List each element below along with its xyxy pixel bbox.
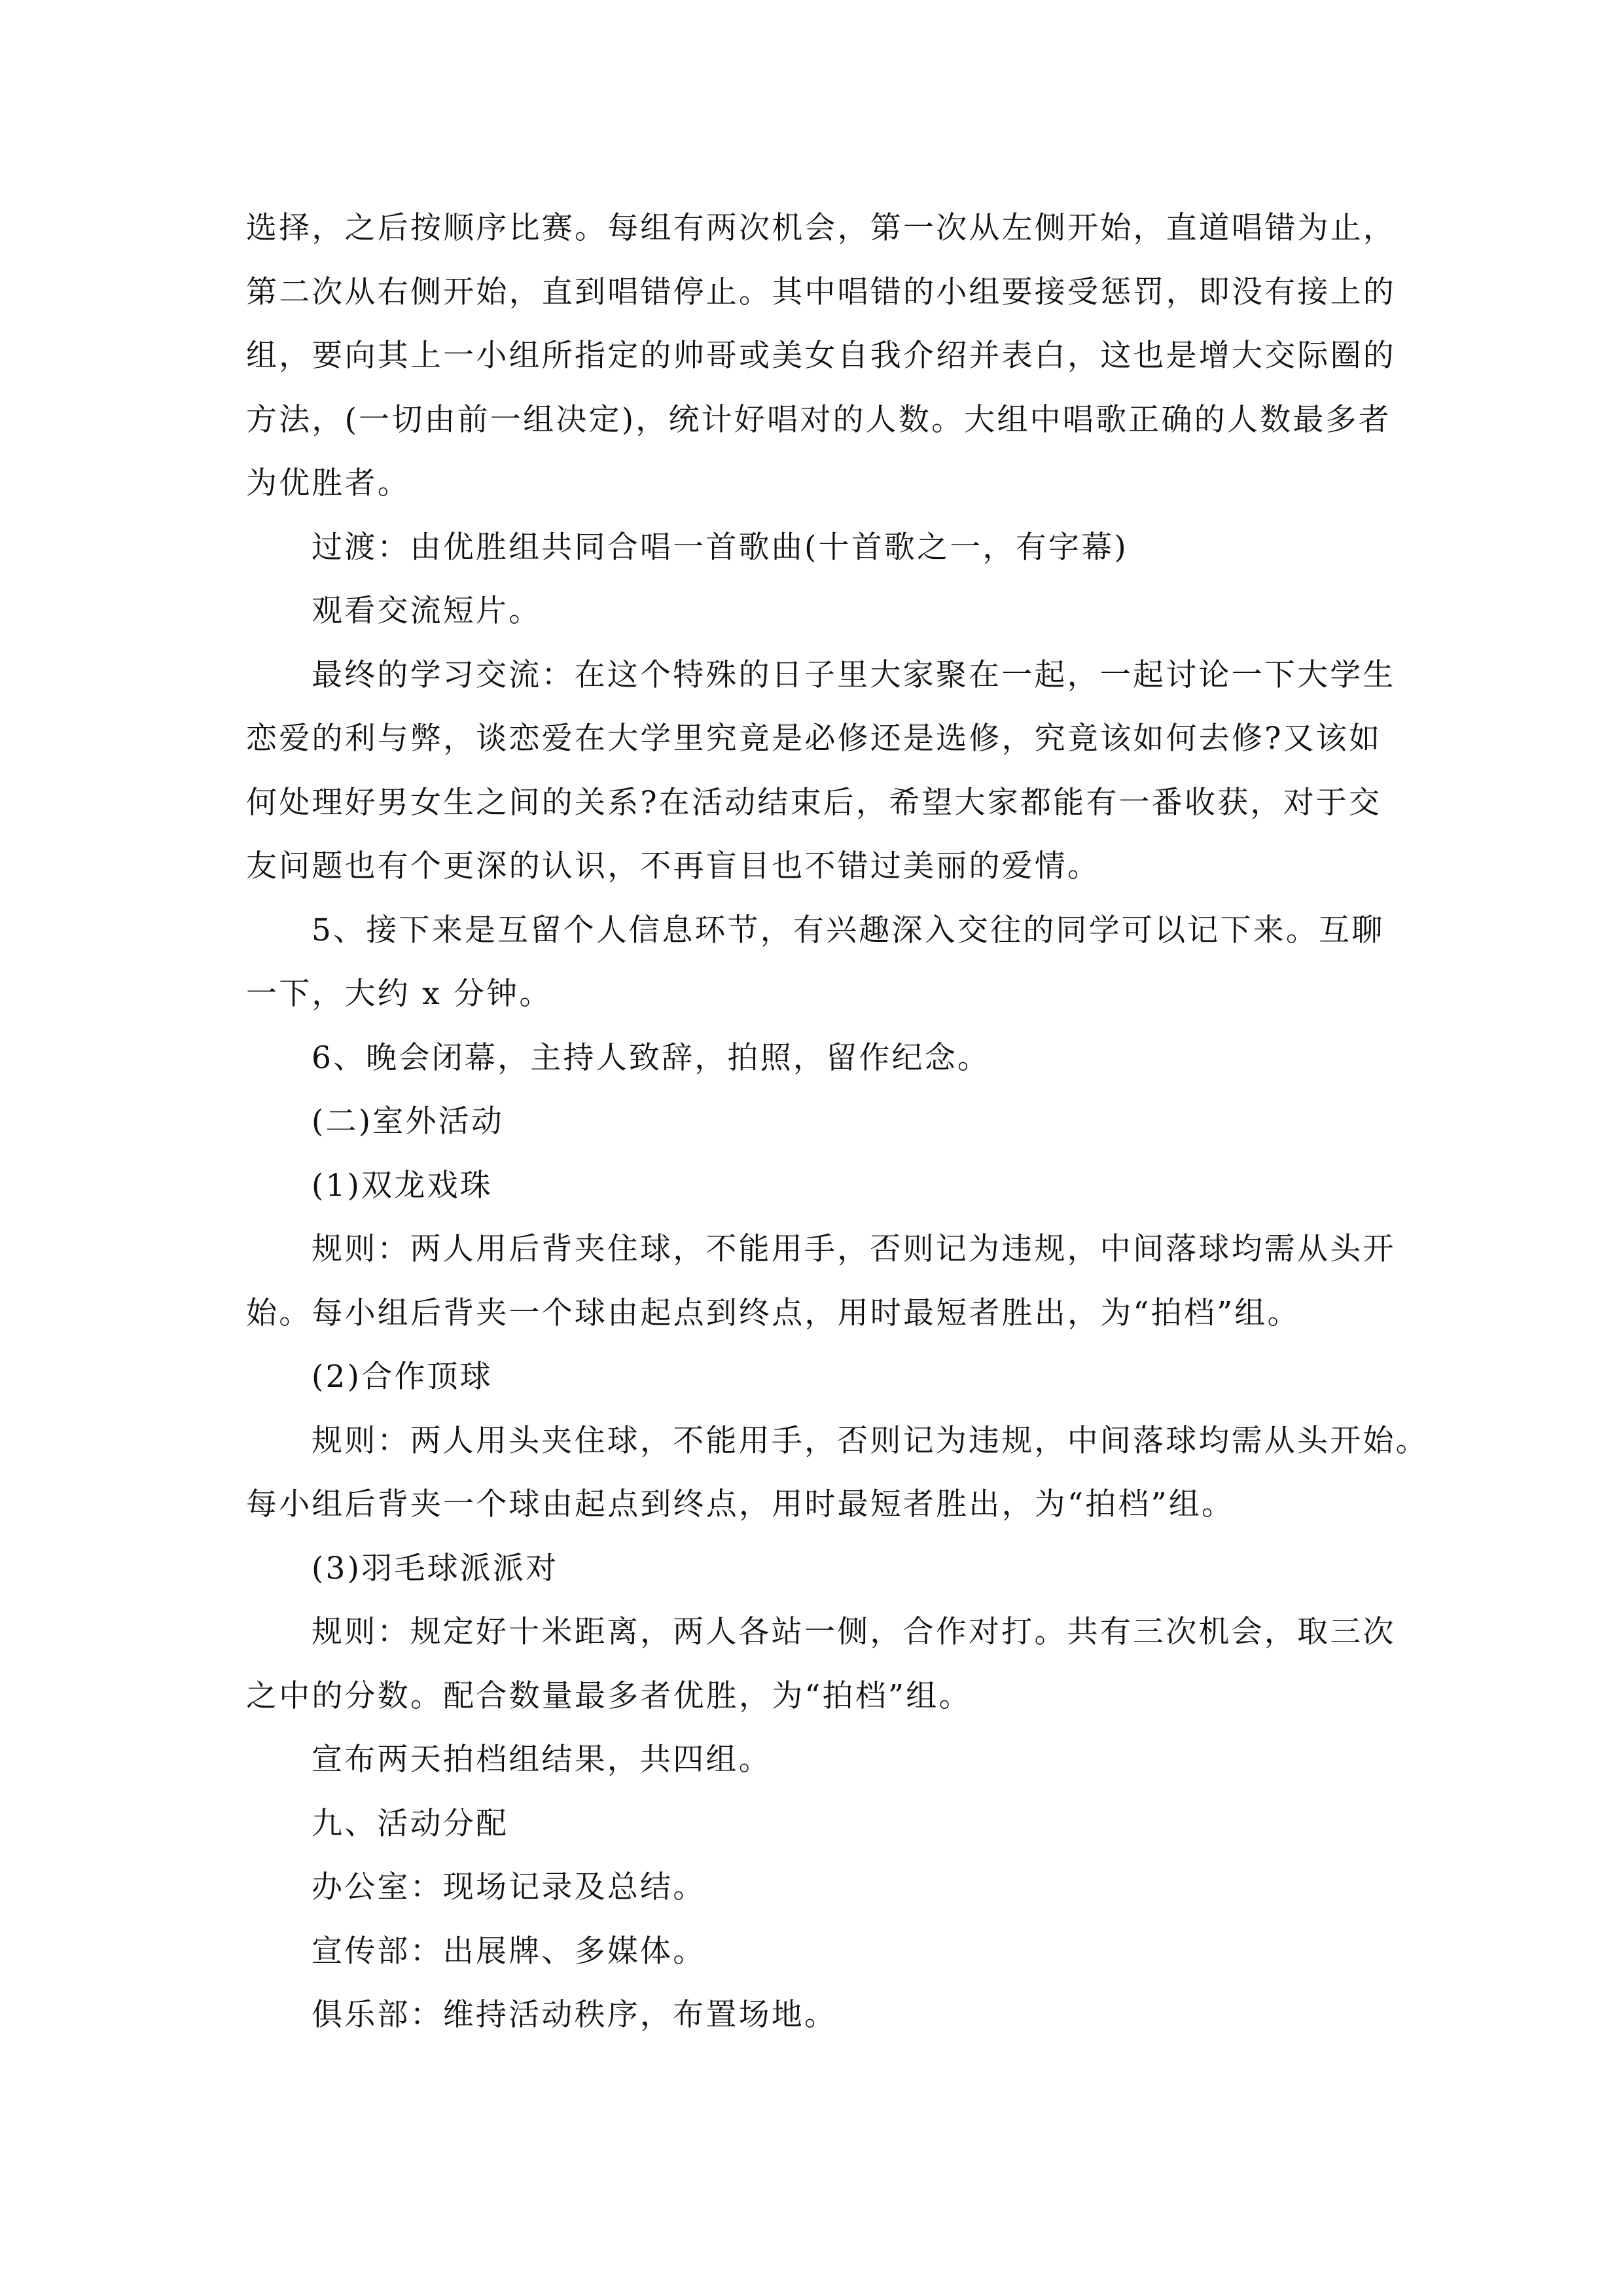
body-text <box>246 196 1429 2047</box>
paragraph-line: 办公室：现场记录及总结。 <box>312 1869 706 1905</box>
paragraph-line: 宣传部：出展牌、多媒体。 <box>312 1933 706 1969</box>
paragraph-line: 为优胜者。 <box>246 465 410 501</box>
paragraph-line: 友问题也有个更深的认识，不再盲目也不错过美丽的爱情。 <box>246 848 1101 884</box>
subsection-heading: (2)合作顶球 <box>312 1359 493 1395</box>
paragraph-line: 最终的学习交流：在这个特殊的日子里大家聚在一起，一起讨论一下大学生 <box>312 656 1396 693</box>
section-heading: 九、活动分配 <box>312 1805 509 1842</box>
paragraph-line: 何处理好男女生之间的关系?在活动结束后，希望大家都能有一番收获，对于交 <box>246 784 1382 821</box>
subsection-heading: (1)双龙戏珠 <box>312 1167 493 1204</box>
paragraph-line: 每小组后背夹一个球由起点到终点，用时最短者胜出，为“拍档”组。 <box>246 1486 1235 1522</box>
paragraph-line: 组，要向其上一小组所指定的帅哥或美女自我介绍并表白，这也是增大交际圈的 <box>246 338 1396 374</box>
paragraph-line: 一下，大约 x 分钟。 <box>246 976 552 1012</box>
paragraph-line: 始。每小组后背夹一个球由起点到终点，用时最短者胜出，为“拍档”组。 <box>246 1295 1300 1331</box>
paragraph-line: 方法，(一切由前一组决定)，统计好唱对的人数。大组中唱歌正确的人数最多者 <box>246 401 1391 438</box>
paragraph-line: 6、晚会闭幕，主持人致辞，拍照，留作纪念。 <box>312 1039 991 1076</box>
paragraph-line: 过渡：由优胜组共同合唱一首歌曲(十首歌之一，有字幕) <box>312 529 1128 565</box>
paragraph-line: 第二次从右侧开始，直到唱错停止。其中唱错的小组要接受惩罚，即没有接上的 <box>246 274 1396 310</box>
paragraph-line: 规则：两人用后背夹住球，不能用手，否则记为违规，中间落球均需从头开 <box>312 1231 1396 1267</box>
paragraph-line: 宣布两天拍档组结果，共四组。 <box>312 1742 772 1778</box>
paragraph-line: 观看交流短片。 <box>312 593 542 629</box>
paragraph-line: 之中的分数。配合数量最多者优胜，为“拍档”组。 <box>246 1677 972 1714</box>
paragraph-line: 俱乐部：维持活动秩序，布置场地。 <box>312 1997 838 2033</box>
subsection-heading: (3)羽毛球派派对 <box>312 1550 559 1587</box>
paragraph-line: 规则：两人用头夹住球，不能用手，否则记为违规，中间落球均需从头开始。 <box>312 1422 1429 1459</box>
paragraph-line: 恋爱的利与弊，谈恋爱在大学里究竟是必修还是选修，究竟该如何去修?又该如 <box>246 721 1382 757</box>
paragraph-line: 5、接下来是互留个人信息环节，有兴趣深入交往的同学可以记下来。互聊 <box>312 912 1385 948</box>
paragraph-line: 规则：规定好十米距离，两人各站一侧，合作对打。共有三次机会，取三次 <box>312 1614 1396 1650</box>
section-heading: (二)室外活动 <box>312 1103 505 1139</box>
paragraph-line: 选择，之后按顺序比赛。每组有两次机会，第一次从左侧开始，直道唱错为止， <box>246 210 1396 246</box>
